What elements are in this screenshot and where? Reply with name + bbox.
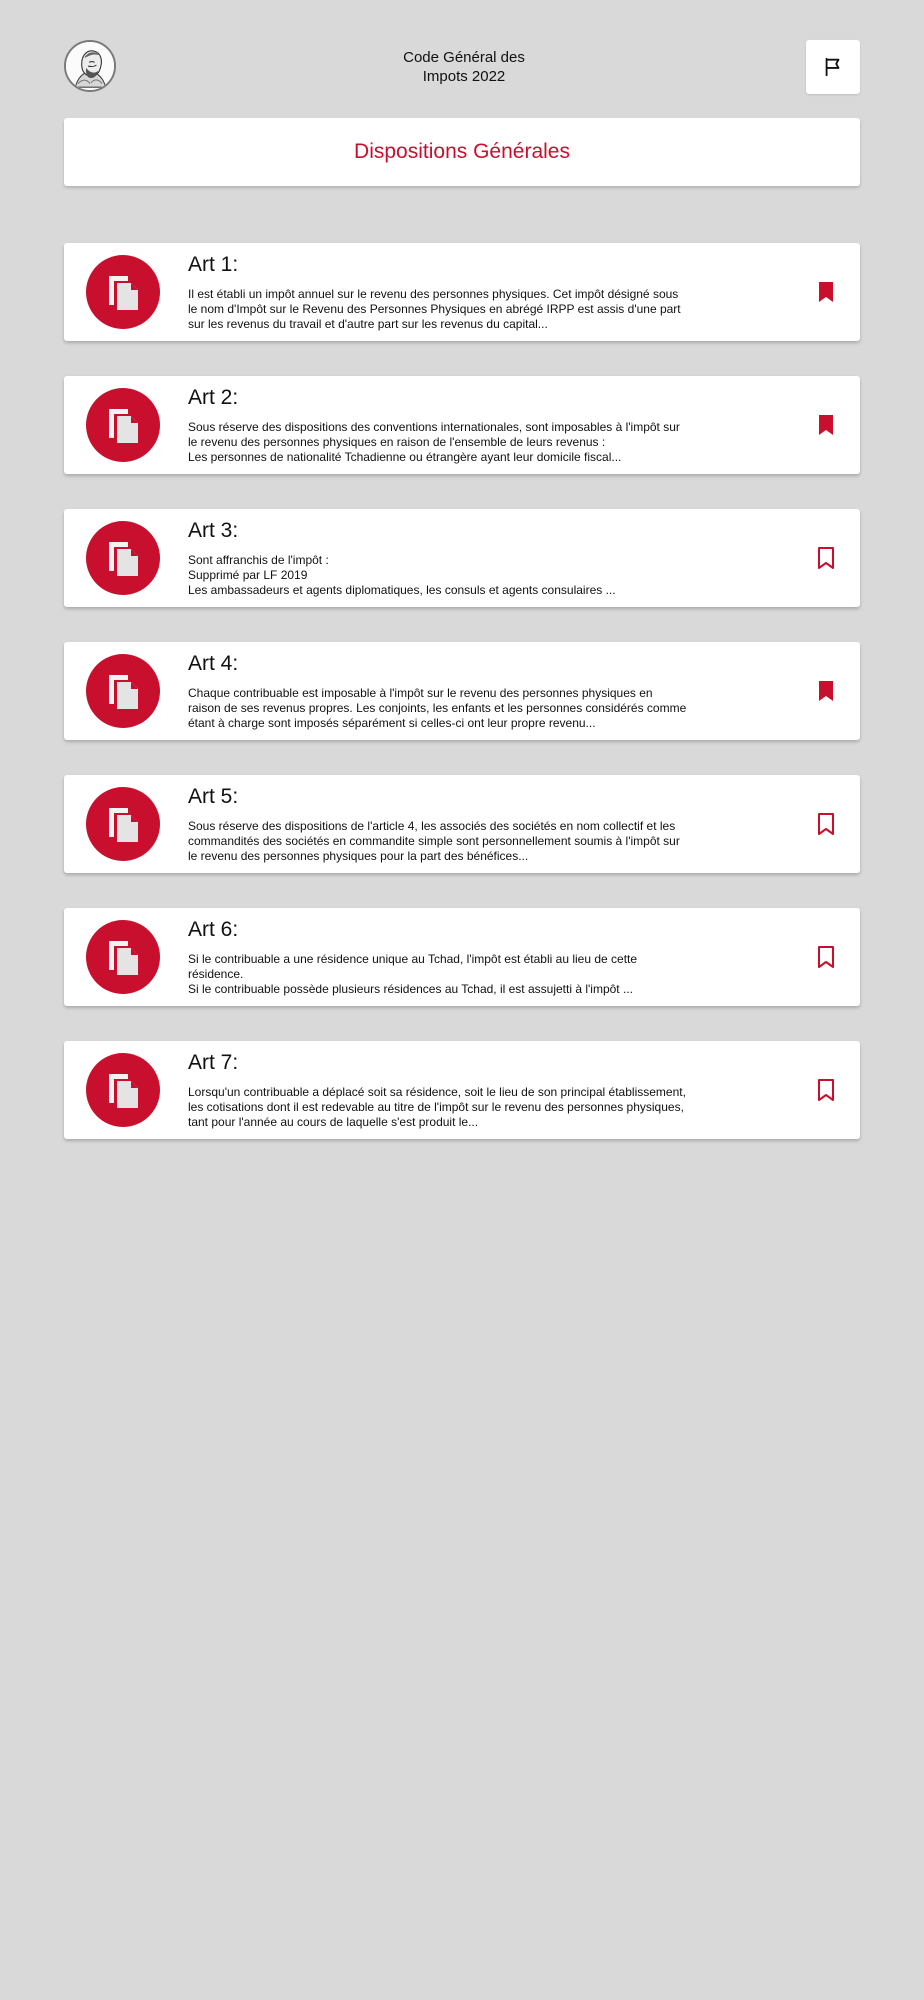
article-title: Art 4: — [188, 652, 239, 675]
article-card-6[interactable] — [64, 908, 860, 1006]
article-card-5[interactable] — [64, 775, 860, 873]
section-title: Dispositions Générales — [354, 140, 570, 163]
document-icon — [86, 521, 160, 595]
article-excerpt: Il est établi un impôt annuel sur le revenu des personnes physiques. Cet impôt désigné sous le nom d'Impôt sur le Revenu des Personnes Physiques en abrégé IRPP est assis d'une part sur les revenus du travail et d'autre part sur les revenus du capital... — [188, 287, 681, 331]
bookmark-button[interactable] — [816, 413, 836, 437]
scholar-portrait-icon[interactable] — [64, 40, 116, 92]
bookmark-filled-icon — [816, 679, 836, 703]
article-title: Art 2: — [188, 386, 239, 409]
document-icon — [86, 787, 160, 861]
article-card-3[interactable] — [64, 509, 860, 607]
bookmark-outline-icon — [816, 812, 836, 836]
bookmark-button[interactable] — [816, 280, 836, 304]
article-card-1[interactable] — [64, 243, 860, 341]
flag-icon — [822, 56, 844, 78]
document-icon — [86, 654, 160, 728]
article-excerpt: Chaque contribuable est imposable à l'impôt sur le revenu des personnes physiques en raison de ses revenus propres. Les conjoints, les enfants et les personnes considérés comme étant à charge sont imposés séparément si celles-ci ont leur propre revenu... — [188, 686, 687, 730]
article-card-4[interactable] — [64, 642, 860, 740]
app-title: Code Général des Impots 2022 — [403, 49, 525, 85]
bookmark-button[interactable] — [816, 1078, 836, 1102]
bookmark-button[interactable] — [816, 945, 836, 969]
article-excerpt: Si le contribuable a une résidence unique au Tchad, l'impôt est établi au lieu de cette résidence. Si le contribuable possède plusieurs résidences au Tchad, il est assujetti à l'impôt ... — [188, 952, 638, 996]
document-icon — [86, 388, 160, 462]
bookmark-outline-icon — [816, 945, 836, 969]
document-icon — [86, 255, 160, 329]
article-title: Art 7: — [188, 1051, 239, 1074]
bookmark-button[interactable] — [816, 679, 836, 703]
article-title: Art 6: — [188, 918, 239, 941]
article-excerpt: Sous réserve des dispositions des conventions internationales, sont imposables à l'impôt sur le revenu des personnes physiques en raison de l'ensemble de leurs revenus : Les personnes de nationalité Tchadienne ou étrangère ayant leur domicile fiscal... — [188, 420, 680, 464]
document-icon — [86, 1053, 160, 1127]
article-list — [64, 243, 860, 1174]
article-excerpt: Sont affranchis de l'impôt : Supprimé par LF 2019 Les ambassadeurs et agents diplomatiques, les consuls et agents consulaires ... — [188, 553, 616, 597]
document-icon — [86, 920, 160, 994]
flag-button[interactable] — [806, 40, 860, 94]
bookmark-outline-icon — [816, 1078, 836, 1102]
bookmark-button[interactable] — [816, 546, 836, 570]
bookmark-button[interactable] — [816, 812, 836, 836]
article-title: Art 1: — [188, 253, 239, 276]
app-header — [64, 40, 860, 94]
article-card-2[interactable] — [64, 376, 860, 474]
article-title: Art 5: — [188, 785, 239, 808]
article-excerpt: Sous réserve des dispositions de l'article 4, les associés des sociétés en nom collectif et les commandités des sociétés en commandite simple sont personnellement soumis à l'impôt sur le revenu des personnes physiques pour la part des bénéfices... — [188, 819, 680, 863]
bookmark-filled-icon — [816, 413, 836, 437]
bookmark-outline-icon — [816, 546, 836, 570]
article-title: Art 3: — [188, 519, 239, 542]
article-card-7[interactable] — [64, 1041, 860, 1139]
section-card — [64, 118, 860, 186]
bookmark-filled-icon — [816, 280, 836, 304]
article-excerpt: Lorsqu'un contribuable a déplacé soit sa résidence, soit le lieu de son principal établissement, les cotisations dont il est redevable au titre de l'impôt sur le revenu des personnes physiques, tant pour l'année au cours de laquelle s'est produit le... — [188, 1085, 686, 1129]
